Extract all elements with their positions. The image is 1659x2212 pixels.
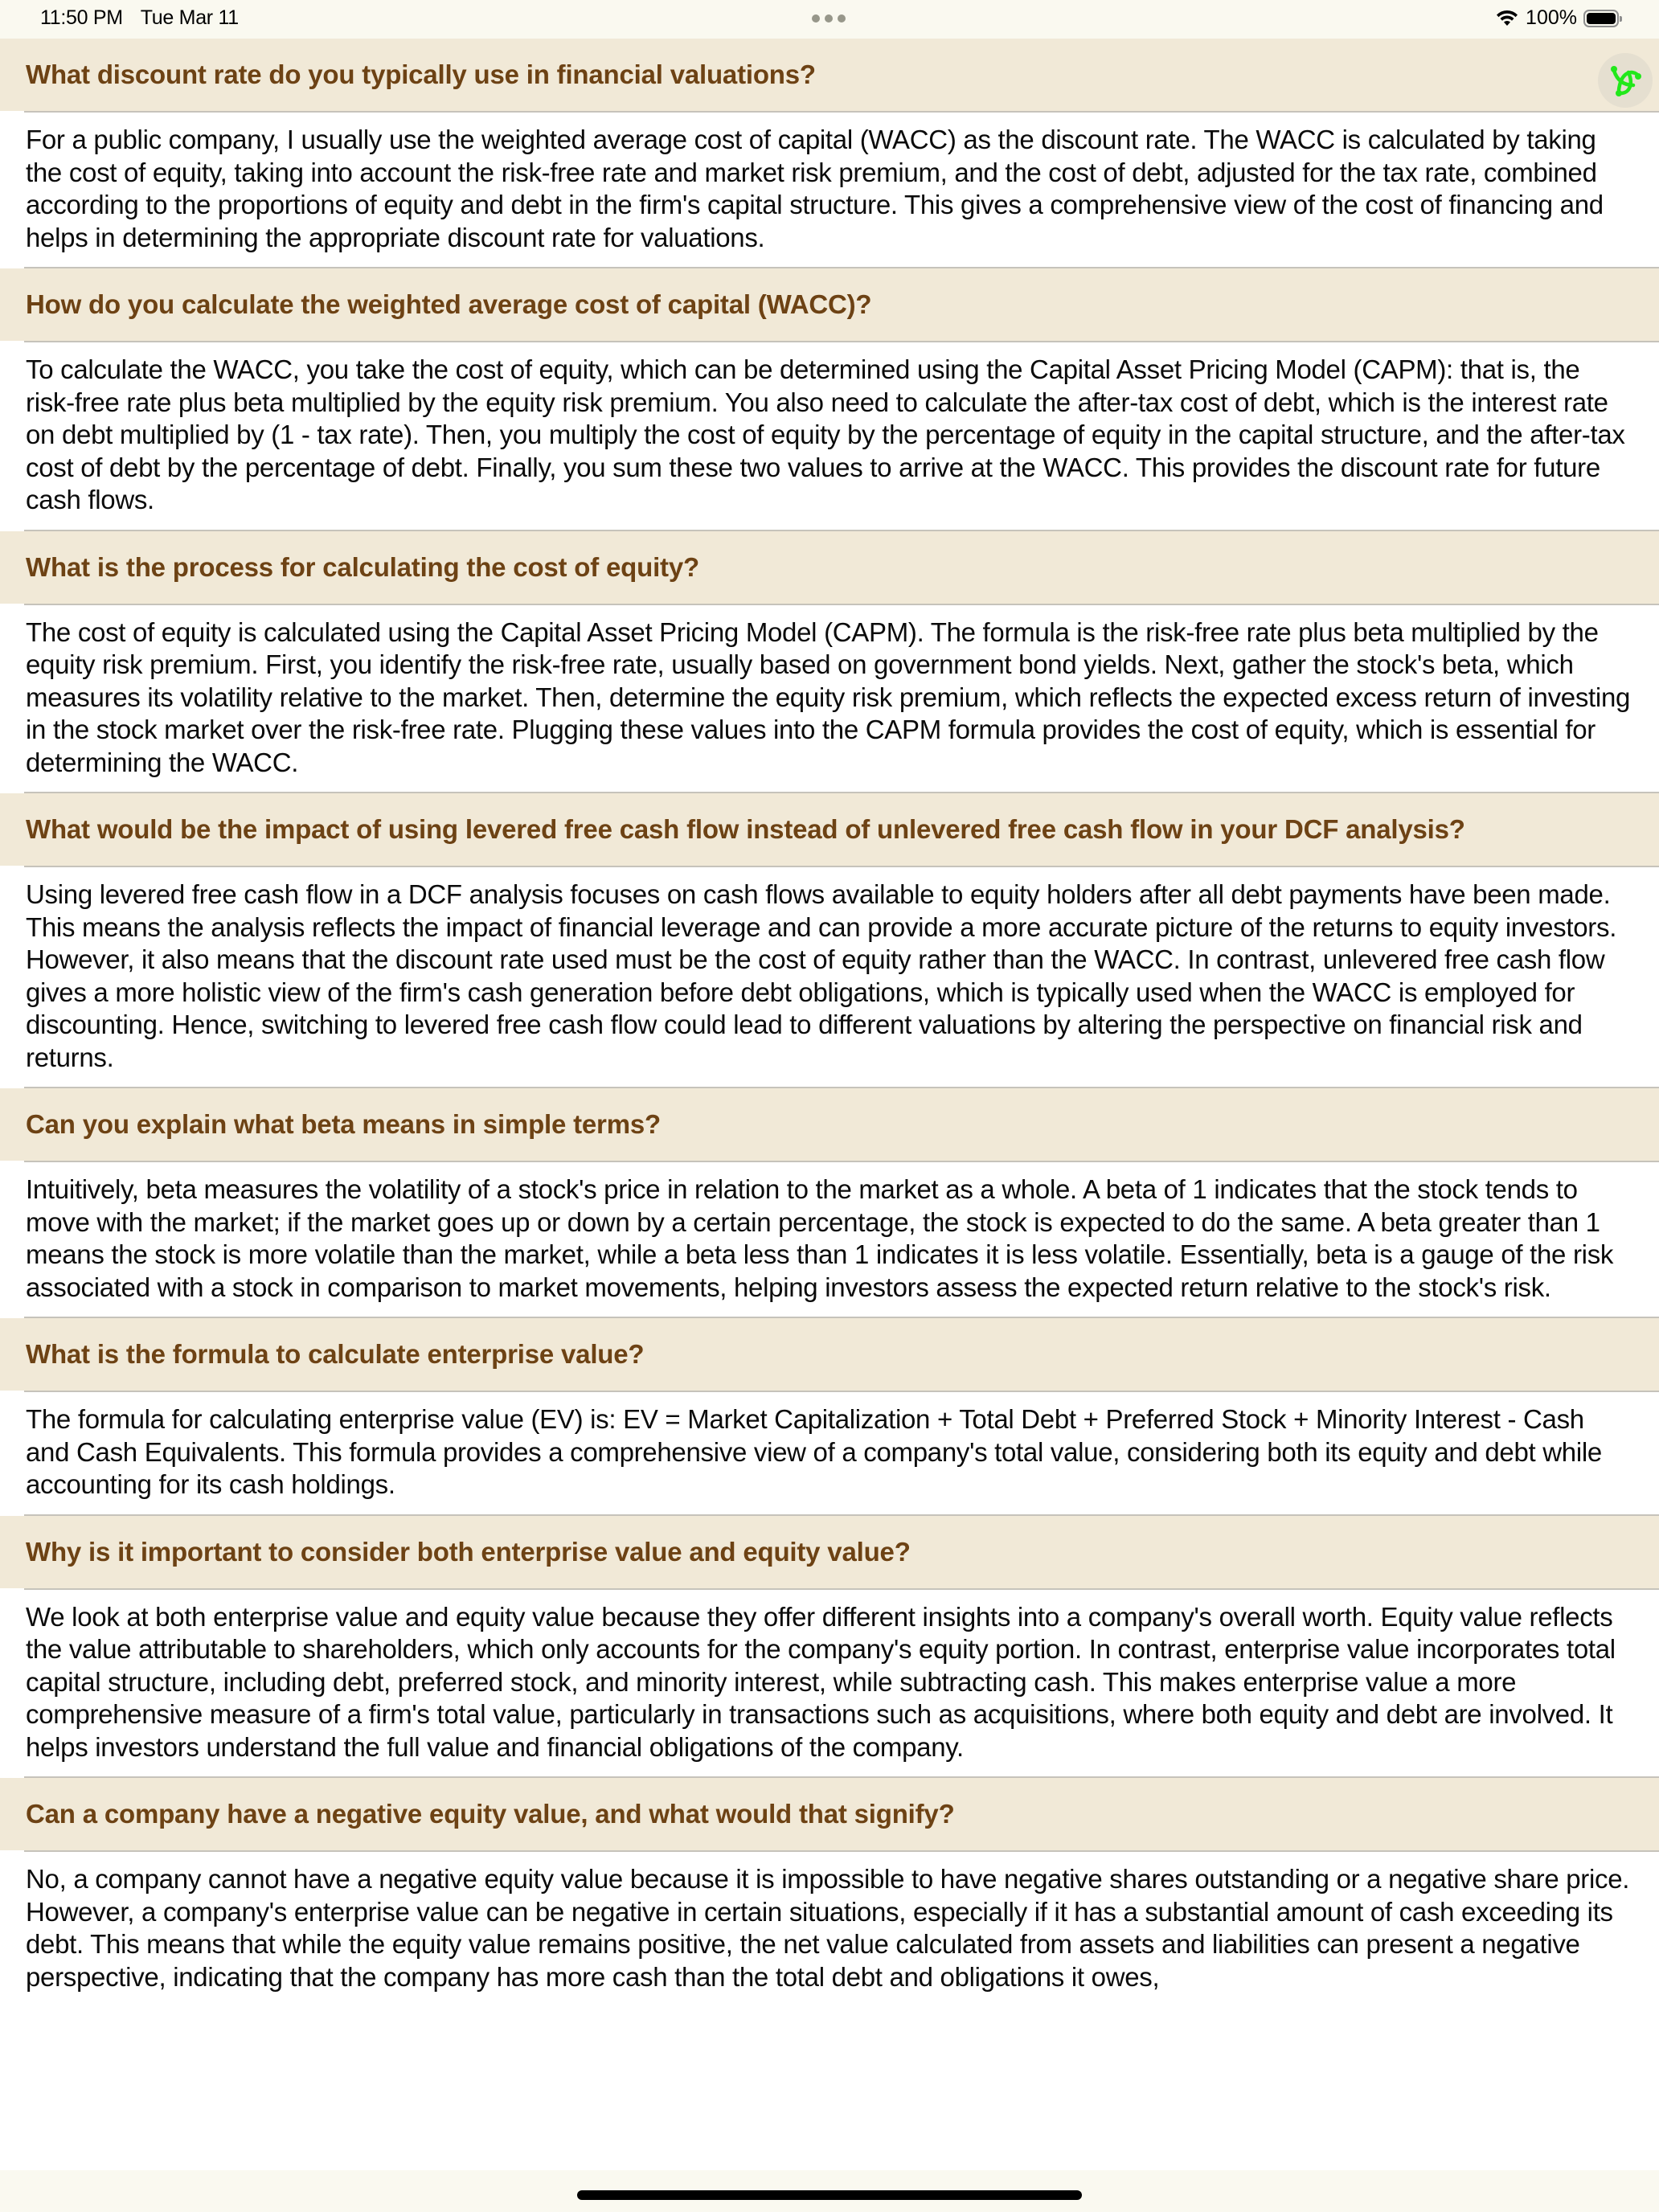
status-bar (0, 0, 1659, 39)
qa-question[interactable] (0, 1516, 1659, 1588)
status-time: 11:50 PM (40, 6, 123, 29)
status-indicators (1495, 6, 1619, 30)
qa-question[interactable] (0, 1318, 1659, 1391)
qa-answer: Using levered free cash flow in a DCF analysis focuses on cash flows available to equity holders after all debt payments have been made. This means the analysis reflects the impact of financial leverage and can provide a more accurate picture of the returns to equity investors. However, it also means that the discount rate used must be the cost of equity rather than the WACC. In contrast, unlevered free cash flow gives a more holistic view of the firm's cash generation before debt obligations, which is typically used when the WACC is employed for discounting. Hence, switching to levered free cash flow could lead to different valuations by altering the perspective on financial risk and returns. (0, 867, 1659, 1087)
qa-question[interactable] (0, 1778, 1659, 1850)
status-date: Tue Mar 11 (140, 6, 239, 29)
qa-answer: The cost of equity is calculated using the Capital Asset Pricing Model (CAPM). The formula is the risk-free rate plus beta multiplied by the equity risk premium. First, you identify the risk-free rate, usually based on government bond yields. Next, gather the stock's beta, which measures its volatility relative to the market. Then, determine the equity risk premium, which reflects the expected excess return of investing in the stock market over the risk-free rate. Plugging these values into the CAPM formula provides the cost of equity, which is essential for determining the WACC. (0, 605, 1659, 793)
qa-question[interactable] (0, 793, 1659, 866)
triskelion-logo-icon (1606, 61, 1645, 100)
qa-answer: Intuitively, beta measures the volatility of a stock's price in relation to the market as a whole. A beta of 1 indicates that the stock tends to move with the market; if the market goes up or down by a certain percentage, the stock is expected to do the same. A beta greater than 1 means the stock is more volatile than the market, while a beta less than 1 indicates it is less volatile. Essentially, beta is a gauge of the risk associated with a stock in comparison to market movements, helping investors assess the expected return relative to the stock's risk. (0, 1162, 1659, 1317)
qa-answer: We look at both enterprise value and equity value because they offer different insights into a company's overall worth. Equity value reflects the value attributable to shareholders, which only accounts for the company's equity portion. In contrast, enterprise value incorporates total capital structure, including debt, preferred stock, and minority interest, while subtracting cash. This makes enterprise value a more comprehensive measure of a firm's total value, particularly in transactions such as acquisitions, where both equity and debt are involved. It helps investors understand the full value and financial obligations of the company. (0, 1590, 1659, 1777)
home-indicator-area (0, 2170, 1659, 2212)
question-text: How do you calculate the weighted average cost of capital (WACC)? (26, 289, 872, 319)
qa-list[interactable] (0, 39, 1659, 2026)
question-text: What is the process for calculating the cost of equity? (26, 551, 699, 582)
qa-answer: No, a company cannot have a negative equity value because it is impossible to have negative shares outstanding or a negative share price. However, a company's enterprise value can be negative in certain situations, especially if it has a substantial amount of cash exceeding its debt. This means that while the equity value remains positive, the net value calculated from assets and liabilities can present a negative perspective, indicating that the company has more cash than the total debt and obligations it owes, (0, 1852, 1659, 2026)
home-indicator[interactable] (577, 2190, 1082, 2200)
status-time-date (40, 6, 256, 30)
battery-icon (1583, 10, 1619, 27)
question-text: Can a company have a negative equity value, and what would that signify? (26, 1799, 955, 1829)
question-text: What would be the impact of using levered free cash flow instead of unlevered free cash flow in your DCF analysis? (26, 814, 1465, 844)
qa-answer: To calculate the WACC, you take the cost of equity, which can be determined using the Capital Asset Pricing Model (CAPM): that is, the risk-free rate plus beta multiplied by the equity risk premium. You also need to calculate the after-tax cost of debt, which is the interest rate on debt multiplied by (1 - tax rate). Then, you multiply the cost of equity by the percentage of equity in the capital structure, and the after-tax cost of debt by the percentage of debt. Finally, you sum these two values to arrive at the WACC. This provides the discount rate for future cash flows. (0, 342, 1659, 530)
battery-percent: 100% (1526, 6, 1577, 29)
multitasking-dots-icon[interactable] (812, 14, 846, 23)
wifi-icon (1495, 10, 1519, 27)
question-text: Why is it important to consider both enterprise value and equity value? (26, 1536, 911, 1567)
qa-question[interactable] (0, 39, 1659, 111)
qa-question[interactable] (0, 1088, 1659, 1161)
app-badge-button[interactable] (1598, 53, 1653, 108)
qa-question[interactable] (0, 268, 1659, 341)
question-text: What discount rate do you typically use in financial valuations? (26, 59, 816, 89)
qa-answer: The formula for calculating enterprise value (EV) is: EV = Market Capitalization + Total Debt + Preferred Stock + Minority Interest - Cash and Cash Equivalents. This formula provides a comprehensive view of a company's total value, considering both its equity and debt while accounting for its cash holdings. (0, 1392, 1659, 1514)
question-text: What is the formula to calculate enterprise value? (26, 1339, 645, 1369)
qa-question[interactable] (0, 531, 1659, 604)
qa-answer: For a public company, I usually use the weighted average cost of capital (WACC) as the discount rate. The WACC is calculated by taking the cost of equity, taking into account the risk-free rate and market risk premium, and the cost of debt, adjusted for the tax rate, combined according to the proportions of equity and debt in the firm's capital structure. This gives a comprehensive view of the cost of financing and helps in determining the appropriate discount rate for valuations. (0, 113, 1659, 267)
question-text: Can you explain what beta means in simple terms? (26, 1109, 661, 1139)
